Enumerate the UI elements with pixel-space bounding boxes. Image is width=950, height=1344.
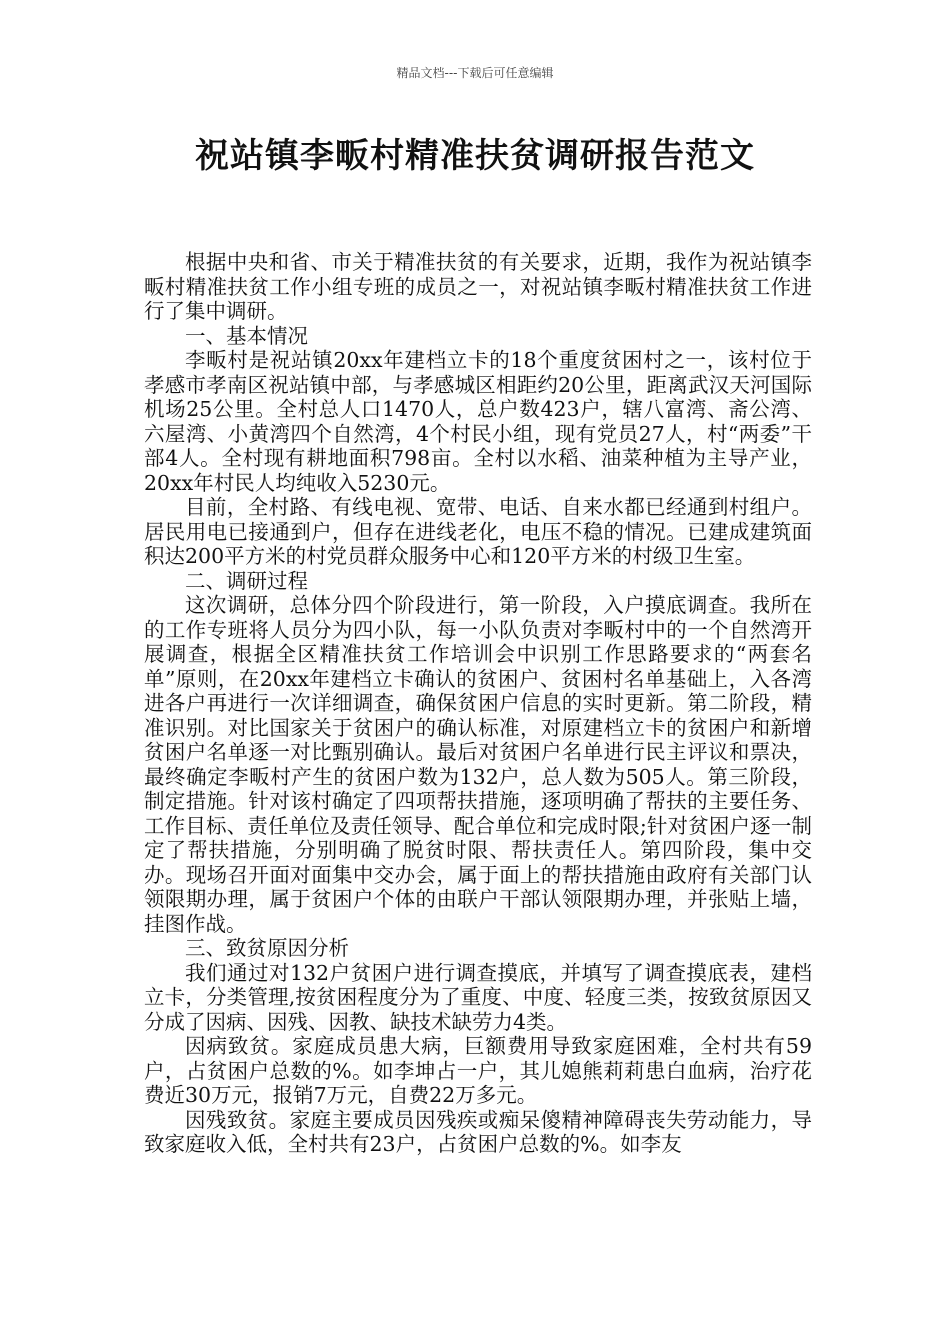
- section-heading-basic-info: 一、基本情况: [185, 323, 308, 348]
- paragraph-illness-poverty: 因病致贫。家庭成员患大病，巨额费用导致家庭困难，全村共有59户，占贫困户总数的%。如李坤占一户，其儿媳熊莉莉患白血病，治疗花费近30万元，报销7万元，自费22万多元。: [144, 1034, 812, 1107]
- section-heading-research-process: 二、调研过程: [185, 568, 308, 593]
- paragraph-disability-poverty: 因残致贫。家庭主要成员因残疾或痴呆傻精神障碍丧失劳动能力，导致家庭收入低，全村共有23户，占贫困户总数的%。如李友: [144, 1107, 812, 1156]
- paragraph-intro: 根据中央和省、市关于精准扶贫的有关要求，近期，我作为祝站镇李畈村精准扶贫工作小组专班的成员之一，对祝站镇李畈村精准扶贫工作进行了集中调研。: [144, 250, 812, 323]
- paragraph-research-stages: 这次调研，总体分四个阶段进行，第一阶段，入户摸底调查。我所在的工作专班将人员分为四小队，每一小队负责对李畈村中的一个自然湾开展调查，根据全区精准扶贫工作培训会中识别工作思路要求的“两套名单”原则，在20xx年建档立卡确认的贫困户、贫困村名单基础上，入各湾进各户再进行一次详细调查，确保贫困户信息的实时更新。第二阶段，精准识别。对比国家关于贫困户的确认标准，对原建档立卡的贫困户和新增贫困户名单逐一对比甄别确认。最后对贫困户名单进行民主评议和票决，最终确定李畈村产生的贫困户数为132户，总人数为505人。第三阶段，制定措施。针对该村确定了四项帮扶措施，逐项明确了帮扶的主要任务、工作目标、责任单位及责任领导、配合单位和完成时限;针对贫困户逐一制定了帮扶措施，分别明确了脱贫时限、帮扶责任人。第四阶段，集中交办。现场召开面对面集中交办会，属于面上的帮扶措施由政府有关部门认领限期办理，属于贫困户个体的由联户干部认领限期办理，并张贴上墙，挂图作战。: [144, 593, 812, 936]
- document-body: [144, 250, 812, 1157]
- paragraph-infrastructure: 目前，全村路、有线电视、宽带、电话、自来水都已经通到村组户。居民用电已接通到户，但存在进线老化，电压不稳的情况。已建成建筑面积达200平方米的村党员群众服务中心和120平方米的村级卫生室。: [144, 495, 812, 568]
- section-heading-poverty-causes: 三、致贫原因分析: [185, 936, 349, 960]
- page-header: 精品文档---下载后可任意编辑: [396, 66, 554, 80]
- paragraph-classification: 我们通过对132户贫困户进行调查摸底，并填写了调查摸底表，建档立卡，分类管理,按贫困程度分为了重度、中度、轻度三类，按致贫原因又分成了因病、因残、因教、缺技术缺劳力4类。: [144, 960, 812, 1034]
- paragraph-village-overview: 李畈村是祝站镇20xx年建档立卡的18个重度贫困村之一，该村位于孝感市孝南区祝站镇中部，与孝感城区相距约20公里，距离武汉天河国际机场25公里。全村总人口1470人，总户数423户，辖八富湾、斋公湾、六屋湾、小黄湾四个自然湾，4个村民小组，现有党员27人，村“两委”干部4人。全村现有耕地面积798亩。全村以水稻、油菜种植为主导产业，20xx年村民人均纯收入5230元。: [144, 348, 812, 495]
- document-title: 祝站镇李畈村精准扶贫调研报告范文: [195, 136, 755, 176]
